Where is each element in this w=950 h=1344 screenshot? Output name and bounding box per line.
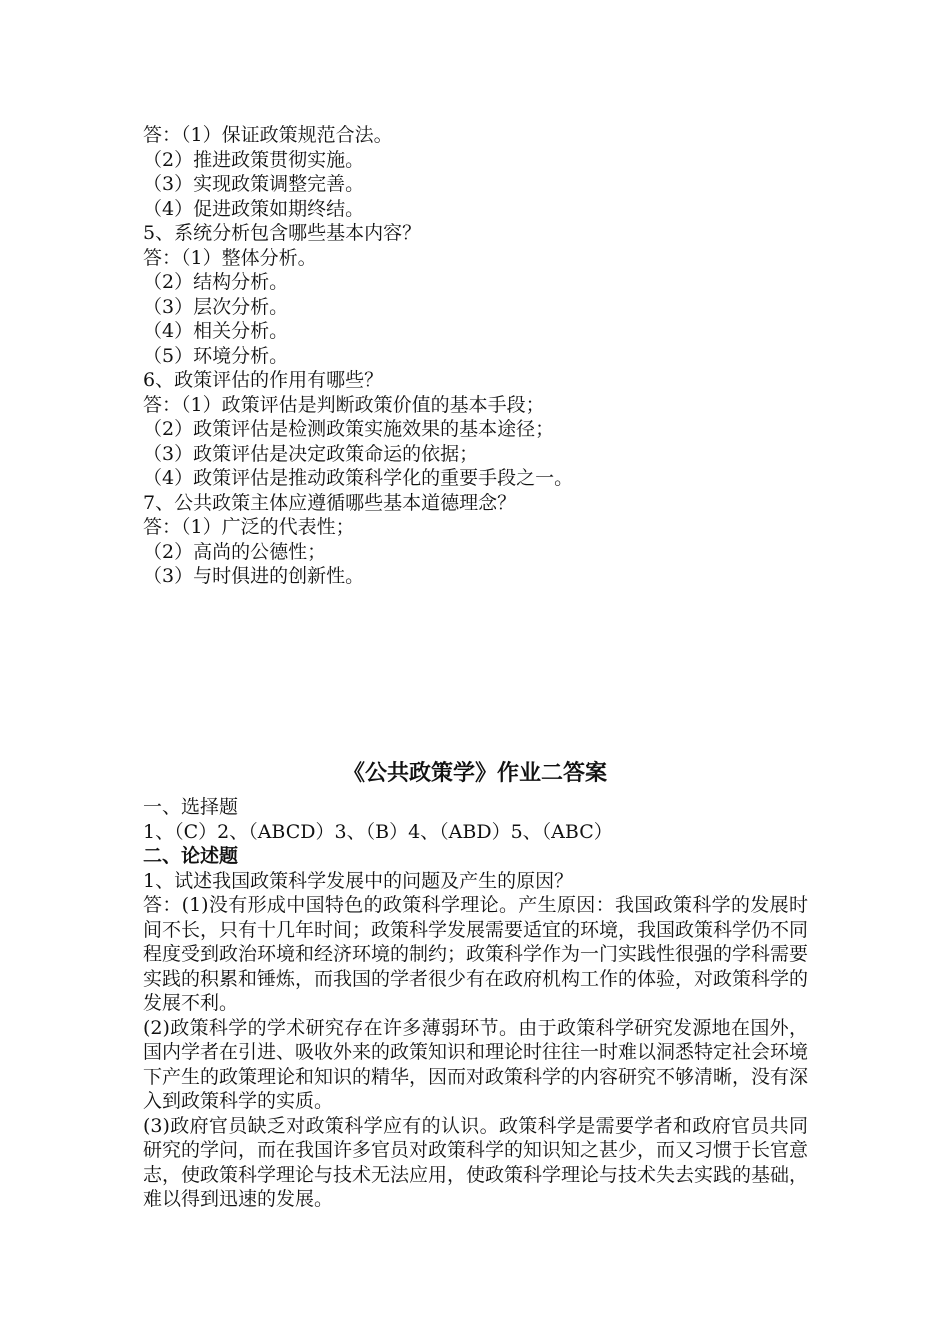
answer-line: 答：（1）广泛的代表性； <box>143 516 355 538</box>
essay-answer-paragraph: 答：(1)没有形成中国特色的政策科学理论。产生原因：我国政策科学的发展时间不长，只有十几年时间；政策科学发展需要适宜的环境，我国政策科学仍不同程度受到政治环境和经济环境的制约；政策科学作为一门实践性很强的学科需要实践的积累和锤炼，而我国的学者很少有在政府机构工作的体验，对政策科学的发展不利。 <box>143 894 809 1014</box>
essay-question: 1、试述我国政策科学发展中的问题及产生的原因？ <box>143 869 574 892</box>
answer-line: （5）环境分析。 <box>143 344 289 367</box>
document-title: 《公共政策学》作业二答案 <box>342 760 607 786</box>
answer-line: （4）政策评估是推动政策科学化的重要手段之一。 <box>143 467 574 489</box>
section-heading-essay: 二、论述题 <box>143 845 239 867</box>
answer-line: （3）层次分析。 <box>143 295 289 318</box>
answer-line: （3）政策评估是决定政策命运的依据； <box>143 442 479 465</box>
previous-answers-section <box>143 123 808 589</box>
answer-line: （2）结构分析。 <box>143 271 289 293</box>
assignment-two-answers <box>143 795 808 1212</box>
answer-line: （2）政策评估是检测政策实施效果的基本途径； <box>143 418 555 440</box>
question-line: 6、政策评估的作用有哪些？ <box>143 369 384 391</box>
answer-line: （3）与时俱进的创新性。 <box>143 565 365 587</box>
answer-line: （4）相关分析。 <box>143 320 289 342</box>
choice-answers: 1、（C）2、（ABCD）3、（B）4、（ABD）5、（ABC） <box>143 820 613 843</box>
answer-line: 答：（1）整体分析。 <box>143 246 317 269</box>
answer-line: 答：（1）保证政策规范合法。 <box>143 124 393 146</box>
question-line: 7、公共政策主体应遵循哪些基本道德理念？ <box>143 491 517 514</box>
answer-line: 答：（1）政策评估是判断政策价值的基本手段； <box>143 393 545 416</box>
answer-line: （2）推进政策贯彻实施。 <box>143 148 365 171</box>
section-heading-choice: 一、选择题 <box>143 796 239 818</box>
question-line: 5、系统分析包含哪些基本内容？ <box>143 222 422 244</box>
essay-answer-paragraph: (3)政府官员缺乏对政策科学应有的认识。政策科学是需要学者和政府官员共同研究的学问，而在我国许多官员对政策科学的知识知之甚少，而又习惯于长官意志，使政策科学理论与技术无法应用，使政策科学理论与技术失去实践的基础，难以得到迅速的发展。 <box>143 1114 809 1210</box>
essay-answer-paragraph: (2)政策科学的学术研究存在许多薄弱环节。由于政策科学研究发源地在国外，国内学者在引进、吸收外来的政策知识和理论时往往一时难以洞悉特定社会环境下产生的政策理论和知识的精华，因而对政策科学的内容研究不够清晰，没有深入到政策科学的实质。 <box>143 1016 809 1112</box>
answer-line: （2）高尚的公德性； <box>143 540 327 563</box>
answer-line: （3）实现政策调整完善。 <box>143 173 365 195</box>
answer-line: （4）促进政策如期终结。 <box>143 197 365 220</box>
